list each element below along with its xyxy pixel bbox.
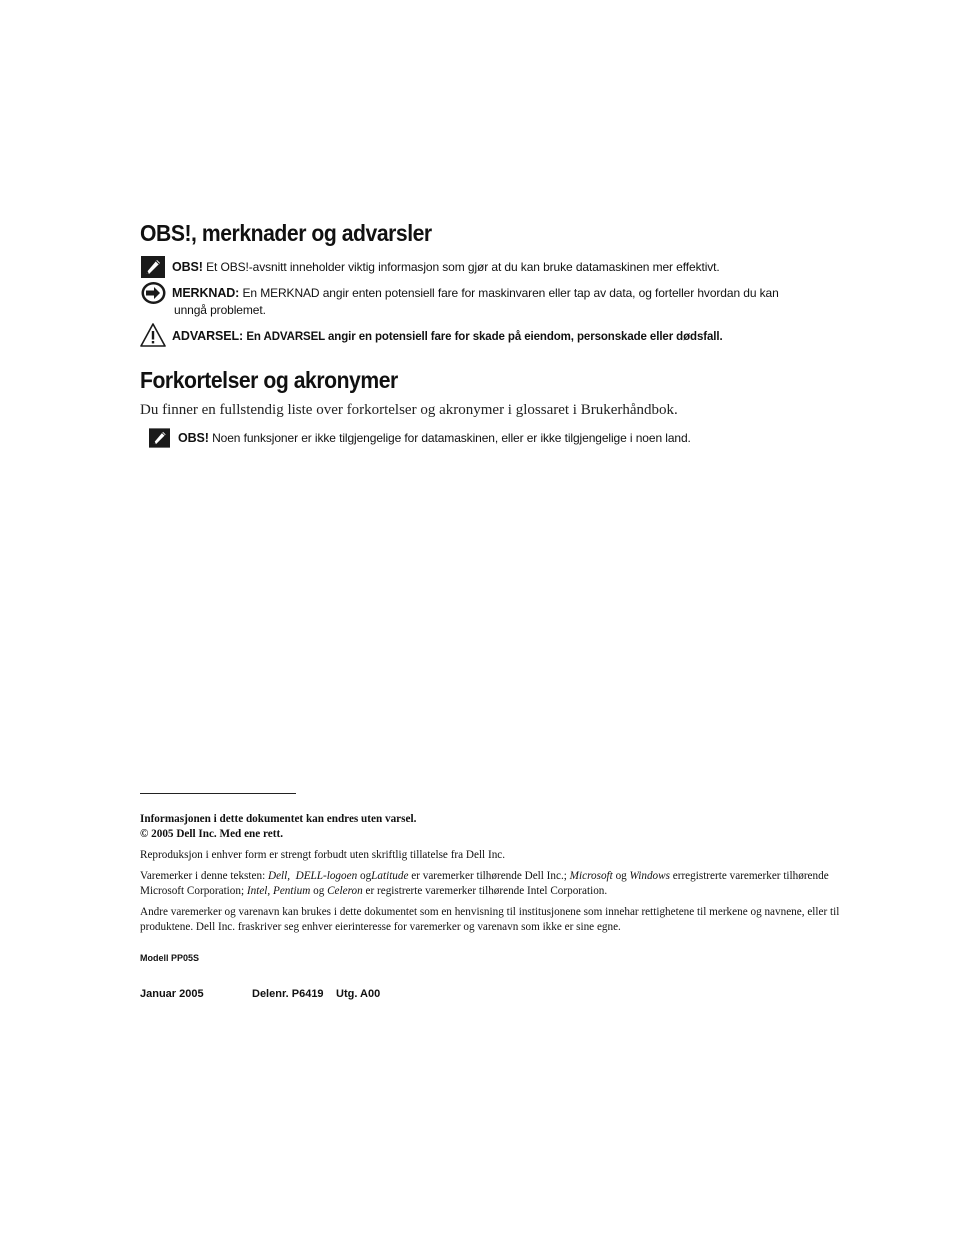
tm-text: og [357,870,372,882]
advarsel-note [172,329,723,343]
publish-date: Januar 2005 [140,988,204,1000]
obs-text: Et OBS!-avsnitt inneholder viktig informasjon som gjør at du kan bruke datamaskinen mer effektivt. [206,260,720,274]
tm-text: , [267,885,273,897]
revision: Utg. A00 [336,988,381,1000]
section-title-notes: OBS!, merknader og advarsler [140,220,432,246]
tm-latitude: Latitude [371,870,409,882]
tm-text: og [310,885,328,897]
part-number: Delenr. P6419 [252,988,324,1000]
tm-microsoft: Microsoft [569,870,613,882]
advarsel-text: En ADVARSEL angir en potensiell fare for skade på eiendom, personskade eller dødsfall. [246,331,723,343]
copyright-line: © 2005 Dell Inc. Med ene rett. [140,828,283,840]
notice-line-1: Informasjonen i dette dokumentet kan endres uten varsel. [140,813,417,825]
merknad-note [172,286,779,300]
reproduction-text: Reproduksjon i enhver form er strengt forbudt uten skriftlig tillatelse fra Dell Inc. [140,849,506,861]
obs-label: OBS! [172,260,203,274]
advarsel-label: ADVARSEL: [172,329,244,343]
notice-block [140,812,840,842]
obs-label-2: OBS! [178,431,209,445]
model-number: Modell PP05S [140,953,200,963]
merknad-text: En MERKNAD angir enten potensiell fare for maskinvaren eller tap av data, og forteller hvordan du kan [242,286,779,300]
tm-celeron: Celeron [327,885,363,897]
pencil-note-icon [141,256,165,278]
tm-text: erregistrerte varemerker tilhørende Microsoft Corporation; [140,870,829,897]
merknad-label: MERKNAD: [172,286,240,300]
tm-pentium: Pentium [273,885,311,897]
tm-text: er registrerte varemerker tilhørende Intel Corporation. [362,885,608,897]
merknad-text-line2: unngå problemet. [174,303,266,317]
footer-divider [140,793,296,794]
tm-intel: Intel [246,885,268,897]
other-trademarks-text: Andre varemerker og varenavn kan brukes i dette dokumentet som en henvisning til institusjonene som innehar rettighetene til merkene og navnene, eller til produktene. Dell Inc. fraskriver seg enhver eierinteresse for varemerker og varenavn som ikke er sine egne. [140,906,840,933]
tm-text: Varemerker i denne teksten: [140,870,268,882]
tm-dell: Dell, [267,870,291,882]
obs-note-2 [178,431,691,445]
tm-windows: Windows [629,870,670,882]
abbreviations-intro: Du finner en fullstendig liste over forkortelser og akronymer i glossaret i Brukerhåndbok. [140,402,678,418]
tm-dell-logo: DELL-logoen [295,870,358,882]
obs-text-2: Noen funksjoner er ikke tilgjengelige for datamaskinen, eller er ikke tilgjengelige i noen land. [212,431,691,445]
tm-text: er varemerker tilhørende Dell Inc.; [408,870,570,882]
arrow-notice-icon [141,281,166,305]
section-title-abbreviations: Forkortelser og akronymer [140,367,398,393]
trademarks-text [140,869,842,899]
obs-note [172,260,720,274]
pencil-note-icon [149,428,170,448]
tm-text: og [612,870,630,882]
warning-triangle-icon [140,323,166,347]
